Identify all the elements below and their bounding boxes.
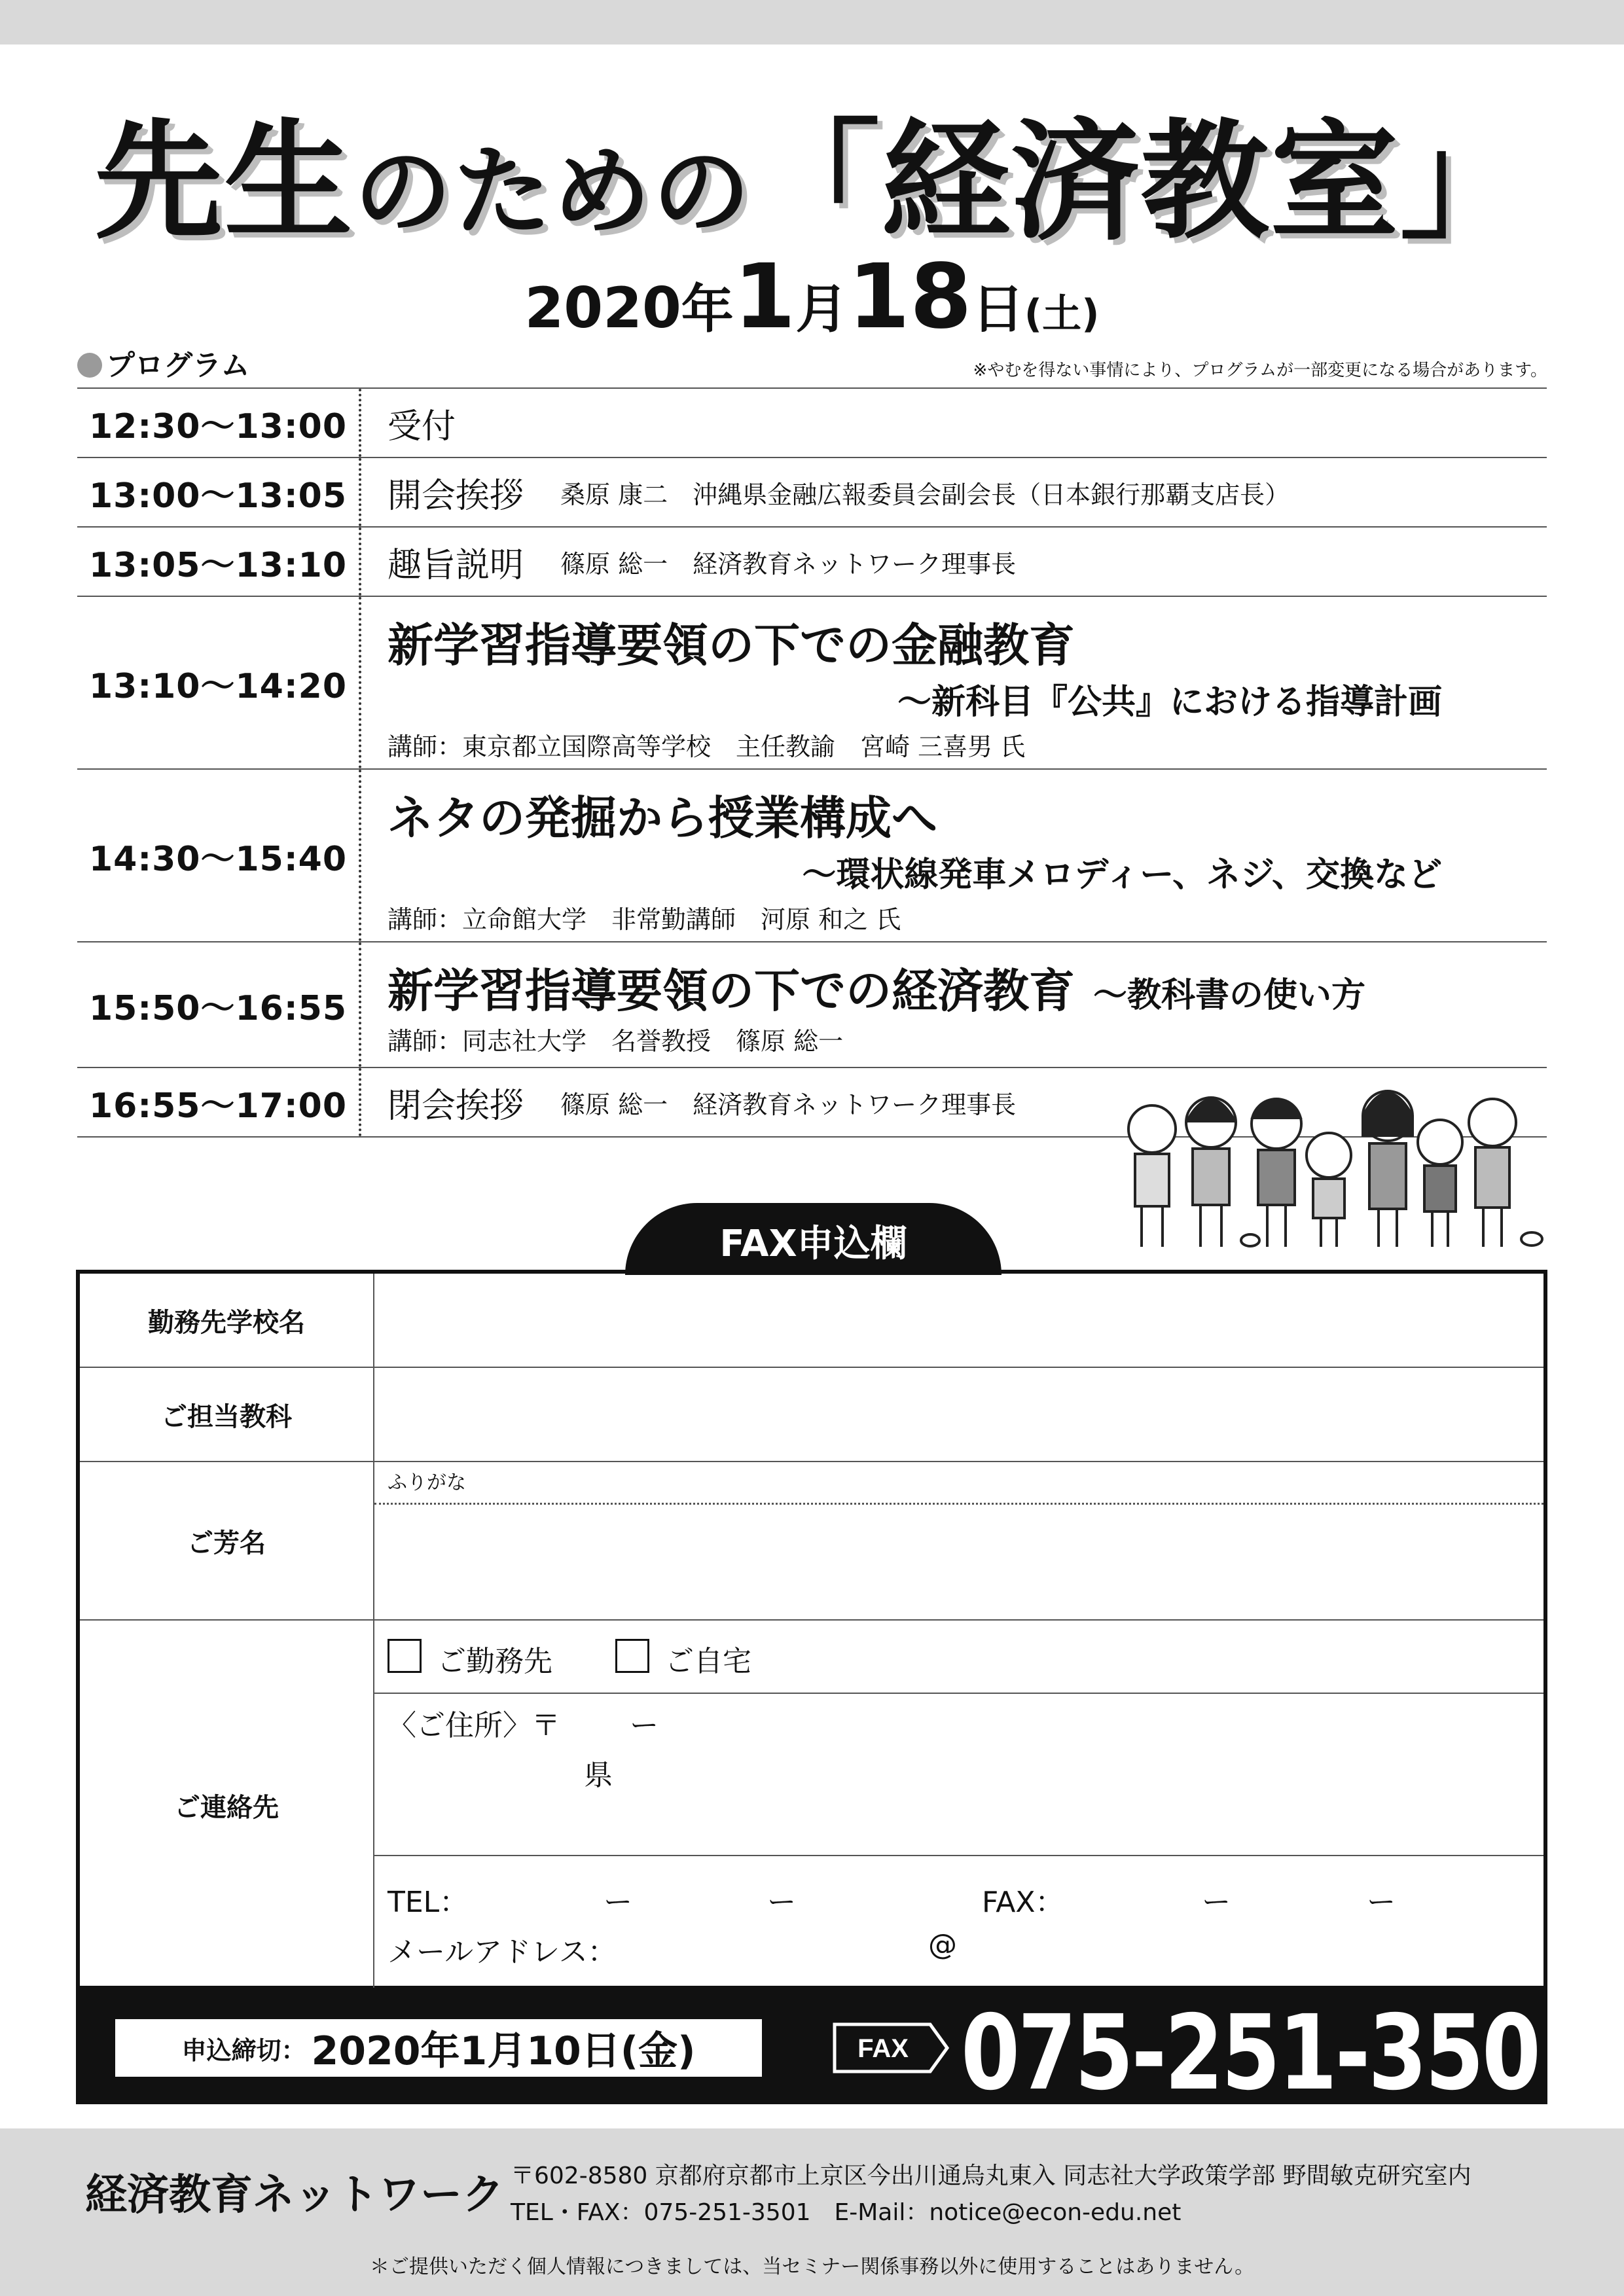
title-part-keizai: 経済教室 [881,107,1400,257]
label-subject: ご担当教科 [80,1368,374,1461]
schedule-row [77,387,1547,457]
organization-name: 経済教育ネットワーク [85,2171,504,2219]
checkbox-work[interactable] [388,1639,422,1673]
schedule-row [77,596,1547,768]
organization-address: 〒602-8580 京都府京都市上京区今出川通烏丸東入 同志社大学政策学部 野間敏克研究室内 [511,2162,1471,2189]
checkbox-home-label: ご自宅 [665,1645,751,1678]
tel-dash: ー [604,1886,632,1919]
lecture-subtitle: ～教科書の使い方 [1093,976,1366,1015]
lecture-speaker: 講師：東京都立国際高等学校 主任教諭 宮崎 三喜男 氏 [388,732,1026,761]
furigana-divider [374,1503,1543,1505]
program-note: ※やむを得ない事情により、プログラムが一部変更になる場合があります。 [973,361,1547,380]
lecture-speaker: 講師：同志社大学 名誉教授 篠原 総一 [388,1027,844,1056]
schedule-time: 13:10～14:20 [77,597,361,768]
deadline-bar [76,1988,1596,2113]
schedule-item: 趣旨説明 [388,545,524,585]
schedule-row [77,457,1547,526]
schedule-time: 13:00～13:05 [77,458,361,526]
tel-dash: ー [767,1886,796,1919]
fax-application-form [76,1270,1547,1990]
fax-arrow-icon [832,2022,950,2074]
title-open-bracket: 「 [751,107,882,257]
lecture-title-line [388,954,1365,1020]
deadline-box [115,2019,762,2077]
title-part-sensei: 先生 [94,107,354,257]
postal-dash: ー [630,1709,659,1742]
title-close-bracket: 」 [1399,107,1530,257]
schedule-detail: 桑原 康二 沖縄県金融広報委員会副会長（日本銀行那覇支店長） [560,480,1290,509]
deadline-label: 申込締切： [181,2036,306,2065]
fax-number: 075-251-3501 [961,1993,1596,2113]
page-title [0,79,1624,263]
schedule-row [77,526,1547,596]
schedule-detail: 篠原 総一 経済教育ネットワーク理事長 [560,549,1017,579]
bullet-dot-icon [77,353,102,378]
fax-tag-label: FAX [857,2034,909,2063]
label-school: 勤務先学校名 [80,1274,374,1367]
schedule-time: 15:50～16:55 [77,942,361,1067]
event-date [0,245,1624,349]
email-label: メールアドレス： [388,1935,617,1969]
date-month: 1 [733,245,796,349]
teachers-illustration [1113,1083,1545,1253]
divider [374,1855,1543,1856]
privacy-note: ＊ご提供いただく個人情報につきましては、当セミナー関係事務以外に使用することはありません。 [369,2255,1255,2278]
organization-contact: TEL・FAX：075-251-3501 E-Mail：notice@econ-edu.net [511,2199,1182,2226]
lecture-speaker: 講師：立命館大学 非常勤講師 河原 和之 氏 [388,905,901,934]
label-name: ご芳名 [80,1462,374,1619]
lecture-title: 新学習指導要領の下での金融教育 [388,619,1075,672]
date-nichi: 日 [971,279,1024,340]
fax-dash: ー [1202,1886,1231,1919]
divider [374,1693,1543,1694]
schedule-item: 受付 [388,406,456,446]
date-gatsu: 月 [795,279,848,340]
schedule-item: 閉会挨拶 [388,1086,524,1126]
checkbox-work-label: ご勤務先 [437,1645,552,1678]
date-weekday: (土) [1024,291,1100,337]
fax-form-tab: FAX申込欄 [625,1203,1001,1275]
address-label: 〈ご住所〉〒 [388,1709,560,1742]
lecture-title: ネタの発掘から授業構成へ [388,791,937,845]
schedule-time: 14:30～15:40 [77,770,361,941]
prefecture-label: 県 [584,1759,613,1792]
schedule-detail: 篠原 総一 経済教育ネットワーク理事長 [560,1090,1017,1119]
date-day: 18 [848,245,972,349]
lecture-subtitle: ～新科目『公共』における指導計画 [897,683,1442,722]
date-nen: 年 [681,279,734,340]
title-part-notameno: のための [353,135,752,249]
fax-dash: ー [1367,1886,1396,1919]
program-heading-label: プログラム [106,349,250,382]
deadline-value: 2020年1月10日(金) [311,2028,696,2074]
furigana-label: ふりがな [388,1471,466,1494]
date-year: 2020 [524,276,681,341]
program-heading [77,342,250,384]
checkbox-home[interactable] [615,1639,649,1673]
lecture-subtitle: ～環状線発車メロディー、ネジ、交換など [802,855,1442,895]
label-contact: ご連絡先 [80,1621,374,1990]
lecture-title: 新学習指導要領の下での経済教育 [388,964,1075,1018]
fax-field-label: FAX： [982,1886,1064,1919]
schedule-item: 開会挨拶 [388,476,524,516]
tel-label: TEL： [388,1886,469,1919]
footer [0,2128,1624,2296]
schedule-row [77,768,1547,941]
schedule-time: 13:05～13:10 [77,528,361,596]
email-at: @ [928,1928,957,1962]
top-band [0,0,1624,45]
schedule-time: 12:30～13:00 [77,389,361,457]
schedule-row [77,941,1547,1067]
schedule-time: 16:55～17:00 [77,1068,361,1136]
schedule-table [77,387,1547,1138]
